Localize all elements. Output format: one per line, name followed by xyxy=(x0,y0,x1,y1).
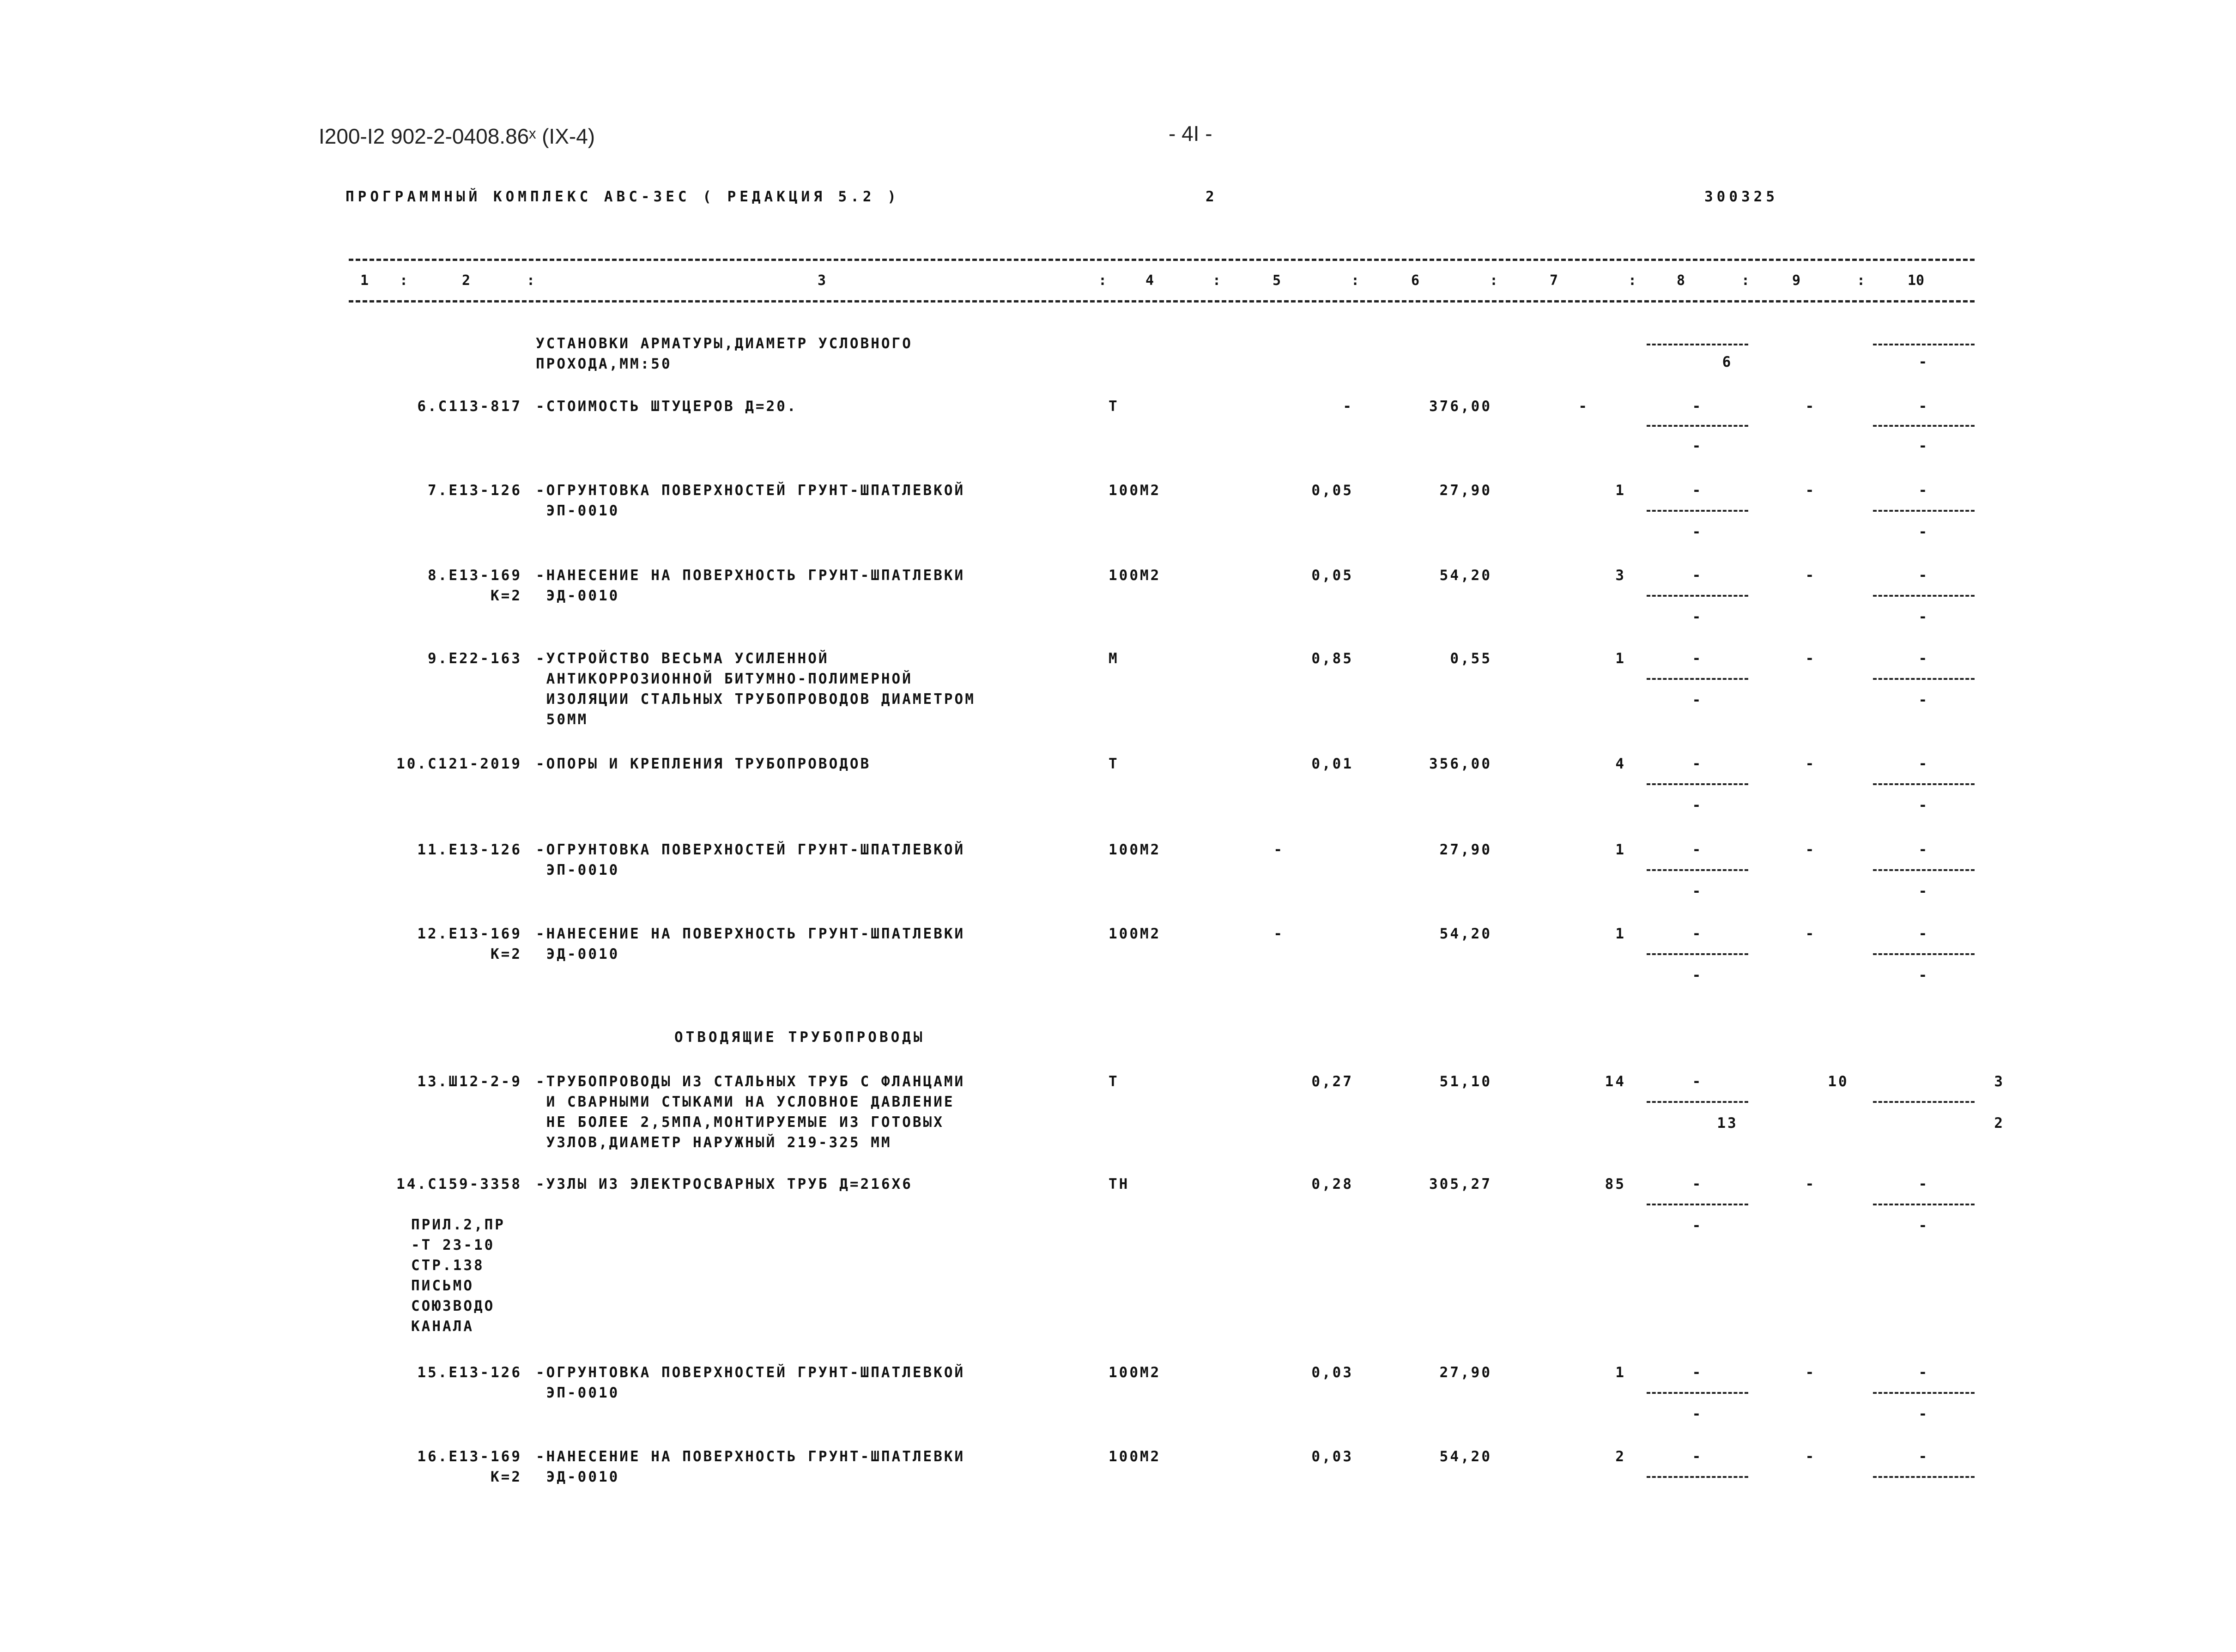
fraction-bar xyxy=(1873,425,1975,427)
row-description: -НАНЕСЕНИЕ НА ПОВЕРХНОСТЬ ГРУНТ-ШПАТЛЕВКИ ЭД-0010 xyxy=(536,1448,965,1485)
document-id: I200-I2 902-2-0408.86ˣ (IX-4) xyxy=(319,124,595,148)
row-col10-top: - xyxy=(1918,398,1929,415)
fraction-bar xyxy=(1873,1392,1975,1394)
row-unit: 100М2 xyxy=(1109,482,1161,499)
row-col10-bottom: - xyxy=(1918,1406,1929,1422)
column-header-7: 7 xyxy=(1550,272,1558,289)
table-top-rule xyxy=(349,259,1975,261)
row-code: 8.Е13-169 К=2 xyxy=(428,567,522,604)
row-unit: 100М2 xyxy=(1109,1448,1161,1465)
fraction-bar xyxy=(1647,869,1748,871)
fraction-bar xyxy=(1873,344,1975,345)
row-unit: ТН xyxy=(1109,1176,1130,1192)
row-description: -НАНЕСЕНИЕ НА ПОВЕРХНОСТЬ ГРУНТ-ШПАТЛЕВКИ ЭД-0010 xyxy=(536,567,965,604)
section-title: ОТВОДЯЩИЕ ТРУБОПРОВОДЫ xyxy=(674,1029,925,1046)
row-code: 15.Е13-126 xyxy=(417,1364,522,1381)
row-col8-top: - xyxy=(1692,756,1703,772)
column-header-10: 10 xyxy=(1908,272,1925,289)
row-col8-top: - xyxy=(1692,1176,1703,1192)
column-separator: : xyxy=(527,272,535,289)
row-col8-bottom: - xyxy=(1692,524,1703,540)
fraction-bar xyxy=(1647,1204,1748,1205)
row-description: -УЗЛЫ ИЗ ЭЛЕКТРОСВАРНЫХ ТРУБ Д=216Х6 xyxy=(536,1176,913,1192)
row-col8-bottom: - xyxy=(1692,609,1703,625)
fraction-bar xyxy=(1873,1101,1975,1103)
row-col8-top: - xyxy=(1692,1073,1703,1090)
row-code: 14.С159-3358 xyxy=(396,1176,522,1192)
row-note: ПРИЛ.2,ПР -Т 23-10 СТР.138 ПИСЬМО СОЮЗВОДО КАНАЛА xyxy=(411,1216,505,1335)
row-col9: - xyxy=(1805,926,1816,942)
row-col10-bottom: - xyxy=(1918,692,1929,708)
row-unit: 100М2 xyxy=(1109,926,1161,942)
row-col8-top: - xyxy=(1692,926,1703,942)
row-price: 51,10 xyxy=(1439,1073,1492,1090)
table-header-rule xyxy=(349,300,1975,303)
row-quantity: 0,03 xyxy=(1311,1364,1353,1381)
row-col7: 3 xyxy=(1615,567,1626,584)
row-col9: - xyxy=(1805,482,1816,499)
fraction-bar xyxy=(1647,678,1748,680)
intro-col10-bottom: - xyxy=(1918,354,1929,370)
row-col8-top: - xyxy=(1692,482,1703,499)
row-description: -УСТРОЙСТВО ВЕСЬМА УСИЛЕННОЙ АНТИКОРРОЗИОННОЙ БИТУМНО-ПОЛИМЕРНОЙ ИЗОЛЯЦИИ СТАЛЬНЫХ ТРУБОПРОВОДОВ ДИАМЕТРОМ 50ММ xyxy=(536,650,976,728)
column-separator: : xyxy=(1212,272,1221,289)
row-col8-top: - xyxy=(1692,841,1703,858)
row-col10-top: - xyxy=(1918,1176,1929,1192)
row-col10-bottom: - xyxy=(1918,524,1929,540)
row-col8-top: - xyxy=(1692,650,1703,667)
row-code: 16.Е13-169 К=2 xyxy=(417,1448,522,1485)
row-unit: 100М2 xyxy=(1109,567,1161,584)
row-col10-bottom: - xyxy=(1918,1217,1929,1234)
row-col10-top: - xyxy=(1918,756,1929,772)
fraction-bar xyxy=(1873,1204,1975,1205)
row-col8-bottom: - xyxy=(1692,883,1703,900)
row-col10-bottom: 2 xyxy=(1994,1115,2005,1132)
row-price: 27,90 xyxy=(1439,482,1492,499)
row-col10-bottom: - xyxy=(1918,609,1929,625)
row-col7: 1 xyxy=(1615,1364,1626,1381)
row-quantity: 0,05 xyxy=(1311,482,1353,499)
fraction-bar xyxy=(1873,1476,1975,1478)
row-col7: 1 xyxy=(1615,926,1626,942)
row-col8-bottom: - xyxy=(1692,797,1703,814)
row-col7: 2 xyxy=(1615,1448,1626,1465)
row-unit: 100М2 xyxy=(1109,841,1161,858)
intro-description: УСТАНОВКИ АРМАТУРЫ,ДИАМЕТР УСЛОВНОГО ПРОХОДА,ММ:50 xyxy=(536,335,913,372)
row-col9: - xyxy=(1805,841,1816,858)
column-header-1: 1 xyxy=(360,272,369,289)
row-code: 7.Е13-126 xyxy=(428,482,522,499)
column-header-4: 4 xyxy=(1145,272,1154,289)
column-header-3: 3 xyxy=(818,272,826,289)
row-col10-top: - xyxy=(1918,1364,1929,1381)
row-quantity: - xyxy=(1343,398,1353,415)
row-col7: 14 xyxy=(1605,1073,1626,1090)
row-price: 27,90 xyxy=(1439,1364,1492,1381)
column-header-9: 9 xyxy=(1792,272,1801,289)
row-col9: - xyxy=(1805,1448,1816,1465)
row-unit: Т xyxy=(1109,756,1119,772)
sheet-number: 2 xyxy=(1206,188,1218,205)
row-quantity: 0,03 xyxy=(1311,1448,1353,1465)
fraction-bar xyxy=(1647,783,1748,785)
document-code: 300325 xyxy=(1704,188,1778,205)
row-col9: - xyxy=(1805,650,1816,667)
row-col8-bottom: - xyxy=(1692,967,1703,984)
column-separator: : xyxy=(400,272,408,289)
row-unit: 100М2 xyxy=(1109,1364,1161,1381)
row-col10-top: - xyxy=(1918,567,1929,584)
fraction-bar xyxy=(1873,869,1975,871)
row-quantity: 0,28 xyxy=(1311,1176,1353,1192)
column-header-8: 8 xyxy=(1677,272,1685,289)
row-col8-bottom: - xyxy=(1692,438,1703,454)
row-price: 376,00 xyxy=(1429,398,1492,415)
row-description: -ОГРУНТОВКА ПОВЕРХНОСТЕЙ ГРУНТ-ШПАТЛЕВКОЙ ЭП-0010 xyxy=(536,482,965,519)
fraction-bar xyxy=(1647,953,1748,955)
row-description: -ОГРУНТОВКА ПОВЕРХНОСТЕЙ ГРУНТ-ШПАТЛЕВКОЙ ЭП-0010 xyxy=(536,1364,965,1401)
row-description: -ТРУБОПРОВОДЫ ИЗ СТАЛЬНЫХ ТРУБ С ФЛАНЦАМИ И СВАРНЫМИ СТЫКАМИ НА УСЛОВНОЕ ДАВЛЕНИЕ НЕ БОЛЕЕ 2,5МПА,МОНТИРУЕМЫЕ ИЗ ГОТОВЫХ УЗЛОВ,ДИАМЕТР НАРУЖНЫЙ 219-325 ММ xyxy=(536,1073,965,1151)
fraction-bar xyxy=(1647,595,1748,597)
column-separator: : xyxy=(1857,272,1866,289)
row-col8-bottom: - xyxy=(1692,692,1703,708)
row-col9: - xyxy=(1805,567,1816,584)
fraction-bar xyxy=(1647,1392,1748,1394)
row-description: -ОПОРЫ И КРЕПЛЕНИЯ ТРУБОПРОВОДОВ xyxy=(536,756,871,772)
row-col10-bottom: - xyxy=(1918,438,1929,454)
fraction-bar xyxy=(1647,510,1748,512)
row-col10-bottom: - xyxy=(1918,797,1929,814)
row-col8-top: - xyxy=(1692,398,1703,415)
program-title: ПРОГРАММНЫЙ КОМПЛЕКС АВС-ЗЕС ( РЕДАКЦИЯ 5.2 ) xyxy=(345,188,900,205)
row-col8-top: - xyxy=(1692,1364,1703,1381)
row-col9: 10 xyxy=(1828,1073,1849,1090)
fraction-bar xyxy=(1647,425,1748,427)
row-price: 305,27 xyxy=(1429,1176,1492,1192)
fraction-bar xyxy=(1873,783,1975,785)
row-description: -ОГРУНТОВКА ПОВЕРХНОСТЕЙ ГРУНТ-ШПАТЛЕВКОЙ ЭП-0010 xyxy=(536,841,965,878)
row-col7: - xyxy=(1578,398,1589,415)
row-description: -СТОИМОСТЬ ШТУЦЕРОВ Д=20. xyxy=(536,398,798,415)
row-col10-top: - xyxy=(1918,482,1929,499)
row-unit: Т xyxy=(1109,1073,1119,1090)
column-header-2: 2 xyxy=(462,272,471,289)
row-quantity: 0,01 xyxy=(1311,756,1353,772)
fraction-bar xyxy=(1873,953,1975,955)
column-header-5: 5 xyxy=(1273,272,1281,289)
row-description: -НАНЕСЕНИЕ НА ПОВЕРХНОСТЬ ГРУНТ-ШПАТЛЕВКИ ЭД-0010 xyxy=(536,926,965,962)
row-quantity: 0,85 xyxy=(1311,650,1353,667)
column-separator: : xyxy=(1351,272,1360,289)
page-number: - 4I - xyxy=(1169,121,1212,145)
column-header-6: 6 xyxy=(1411,272,1420,289)
row-quantity: - xyxy=(1273,926,1284,942)
row-col10-top: - xyxy=(1918,650,1929,667)
row-unit: М xyxy=(1109,650,1119,667)
fraction-bar xyxy=(1873,678,1975,680)
row-quantity: - xyxy=(1273,841,1284,858)
row-col8-top: - xyxy=(1692,567,1703,584)
column-separator: : xyxy=(1490,272,1498,289)
row-price: 27,90 xyxy=(1439,841,1492,858)
row-code: 11.Е13-126 xyxy=(417,841,522,858)
fraction-bar xyxy=(1873,595,1975,597)
row-col7: 1 xyxy=(1615,841,1626,858)
row-code: 13.Ш12-2-9 xyxy=(417,1073,522,1090)
row-col8-bottom: 13 xyxy=(1717,1115,1738,1132)
row-col8-bottom: - xyxy=(1692,1217,1703,1234)
row-col8-top: - xyxy=(1692,1448,1703,1465)
row-col7: 1 xyxy=(1615,650,1626,667)
row-col10-bottom: - xyxy=(1918,967,1929,984)
row-unit: Т xyxy=(1109,398,1119,415)
fraction-bar xyxy=(1647,1476,1748,1478)
row-col9: - xyxy=(1805,1176,1816,1192)
row-col9: - xyxy=(1805,1364,1816,1381)
row-code: 12.Е13-169 К=2 xyxy=(417,926,522,962)
row-quantity: 0,27 xyxy=(1311,1073,1353,1090)
row-code: 6.С113-817 xyxy=(417,398,522,415)
row-code: 9.Е22-163 xyxy=(428,650,522,667)
row-quantity: 0,05 xyxy=(1311,567,1353,584)
intro-col8-bottom: 6 xyxy=(1722,354,1733,370)
row-col7: 1 xyxy=(1615,482,1626,499)
row-price: 54,20 xyxy=(1439,926,1492,942)
row-price: 54,20 xyxy=(1439,567,1492,584)
fraction-bar xyxy=(1873,510,1975,512)
fraction-bar xyxy=(1647,344,1748,345)
row-col7: 4 xyxy=(1615,756,1626,772)
fraction-bar xyxy=(1647,1101,1748,1103)
row-price: 0,55 xyxy=(1450,650,1492,667)
row-col9: - xyxy=(1805,756,1816,772)
row-col10-top: - xyxy=(1918,841,1929,858)
column-separator: : xyxy=(1098,272,1107,289)
row-col8-bottom: - xyxy=(1692,1406,1703,1422)
row-col10-bottom: - xyxy=(1918,883,1929,900)
row-col9: - xyxy=(1805,398,1816,415)
row-col10-top: - xyxy=(1918,926,1929,942)
row-col7: 85 xyxy=(1605,1176,1626,1192)
column-separator: : xyxy=(1628,272,1637,289)
row-col10-top: 3 xyxy=(1994,1073,2005,1090)
row-col10-top: - xyxy=(1918,1448,1929,1465)
row-price: 54,20 xyxy=(1439,1448,1492,1465)
row-price: 356,00 xyxy=(1429,756,1492,772)
row-code: 10.С121-2019 xyxy=(396,756,522,772)
column-separator: : xyxy=(1741,272,1750,289)
